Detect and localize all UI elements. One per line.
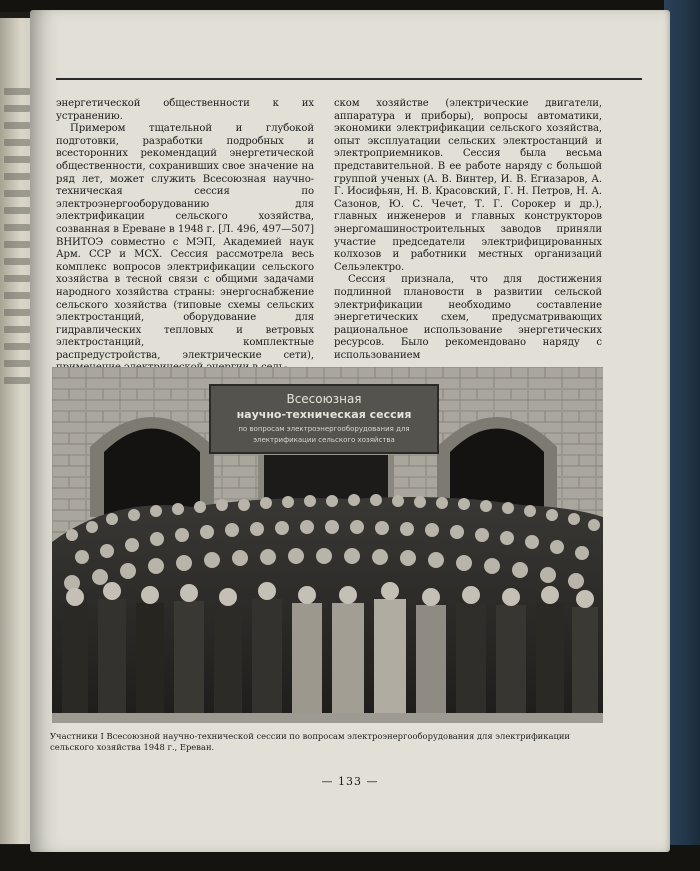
- paragraph: ском хозяйстве (электрические двигатели, аппаратура и приборы), вопросы автоматики, экономики электрификации сельского хозяйства, опыт эксплуатации сельских электростанций и электроприемников. Сессия была весьма представительной. В ее работе наряду с большой группой ученых (А. В. Винтер, И. В. Егиазаров, А. Г. Иосифьян, Н. В. Красовский, Г. Н. Петров, Н. А. Сазонов, Ю. С. Чечет, Т. Г. Сорокер и др.), главных инженеров и главных конструкторов энергомашиностроительных заводов приняли участие председатели электрифицированных колхозов и работники местных организаций Сельэлектро.: [334, 98, 602, 273]
- paragraph: энергетической общественности к их устранению.: [56, 98, 314, 122]
- photo-caption: Участники I Всесоюзной научно-технической сессии по вопросам электроэнергооборудования для электрификации сельского хозяйства 1948 г., Ереван.: [50, 731, 571, 752]
- banner-text-1: Всесоюзная: [286, 392, 362, 406]
- paragraph: Сессия признала, что для достижения подлинной плановости в развитии сельской электрификации необходимо составление энергетических схем, предусматривающих рациональное использование энергетических ресурсов. Было рекомендовано наряду с использованием: [334, 274, 602, 361]
- banner-text-3: по вопросам электроэнергооборудования для: [238, 425, 410, 433]
- text-column-left: [56, 98, 314, 375]
- banner-text-2: научно-техническая сессия: [236, 408, 412, 421]
- paragraph: Примером тщательной и глубокой подготовки, разработки подробных и всесторонних рекомендаций энергетической общественности, сохранивших свое значение на ряд лет, может служить Всесоюзная научно-техническая сессия по электроэнергооборудованию для электрификации сельского хозяйства, созванная в Ереване в 1948 г. [Л. 496, 497—507] ВНИТОЭ совместно с МЭП, Академией наук Арм. ССР и МСХ. Сессия рассмотрела весь комплекс вопросов электрификации сельского хозяйства в тесной связи с общими задачами народного хозяйства страны: энергоснабжение сельского хозяйства (типовые схемы сельских электростанций, оборудование для гидравлических тепловых и ветровых электростанций, комплектные распредустройства, электрические сети),: [56, 123, 314, 361]
- group-photograph: [52, 367, 603, 723]
- page-number: — 133 —: [321, 775, 379, 788]
- banner-text-4: электрификации сельского хозяйства: [253, 436, 395, 444]
- header-rule: [56, 78, 642, 80]
- text-column-right: [334, 98, 602, 362]
- book-page: [30, 10, 670, 852]
- facing-page-text-fragments: [4, 78, 30, 394]
- photograph-illustration: [52, 367, 603, 723]
